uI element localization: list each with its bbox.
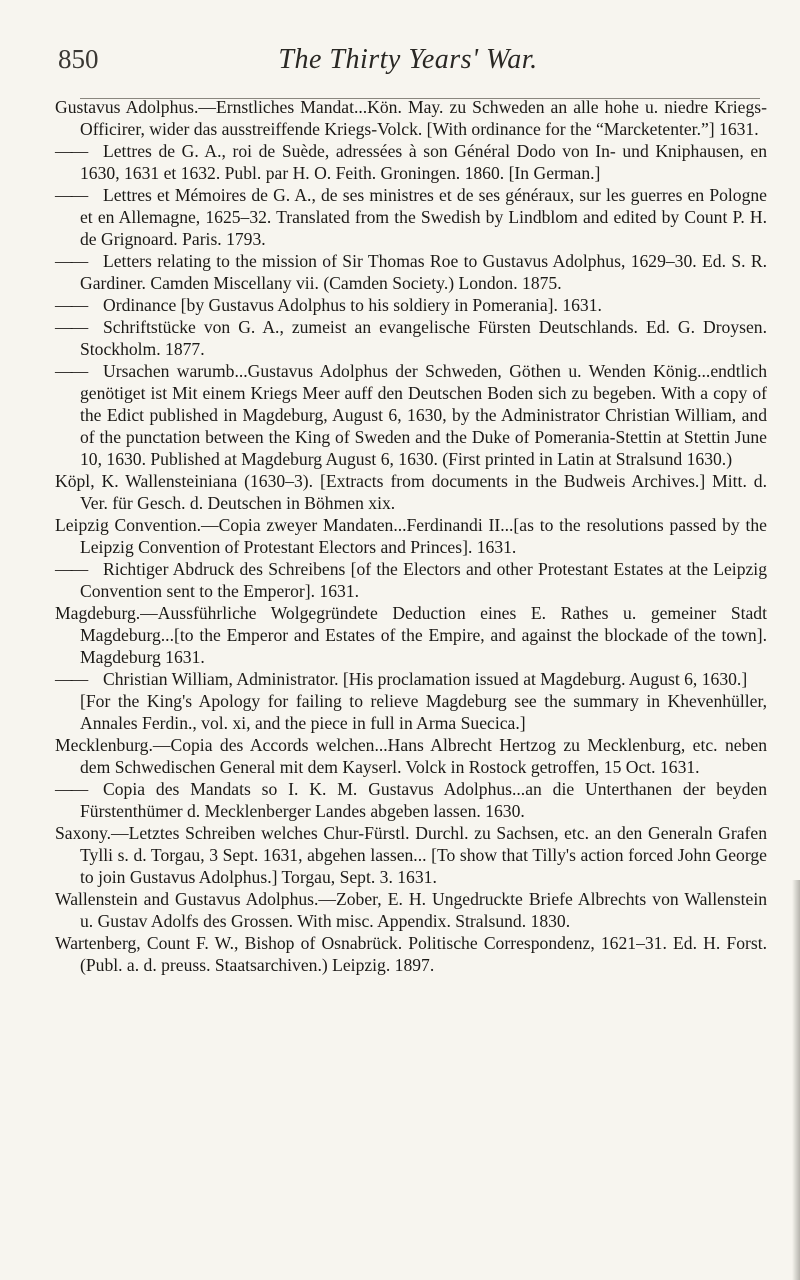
page-header: [58, 44, 758, 94]
entry-text: Gustavus Adolphus.—Ernstliches Mandat...Kön. May. zu Schweden an alle hohe u. niedre Kriegs-Officirer, wider das ausstreiffende Kriegs-Volck. [With ordinance for the “Marcketenter.”] 1631.: [55, 97, 767, 139]
entry-text: Magdeburg.—Aussführliche Wolgegründete Deduction eines E. Rathes u. gemeiner Stadt Magdeburg...[to the Emperor and Estates of the Empire, and against the blockade of the town]. Magdeburg 1631.: [55, 603, 767, 667]
entry-text: Saxony.—Letztes Schreiben welches Chur-Fürstl. Durchl. zu Sachsen, etc. an den Generaln Grafen Tylli s. d. Torgau, 3 Sept. 1631, abgehen lassen... [To show that Tilly's action forced John George to join Gustavus Adolphus.] Torgau, Sept. 3. 1631.: [55, 823, 767, 887]
repeat-author-dash: [55, 360, 103, 382]
bibliography-entry: [55, 316, 767, 360]
bibliography-entry: [55, 690, 767, 734]
bibliography-entry: [55, 470, 767, 514]
entry-text: Richtiger Abdruck des Schreibens [of the Electors and other Protestant Estates at the Leipzig Convention sent to the Emperor]. 1631.: [80, 559, 767, 601]
repeat-author-dash: [55, 558, 103, 580]
entry-text: Lettres de G. A., roi de Suède, adressées à son Général Dodo von In- und Kniphausen, en 1630, 1631 et 1632. Publ. par H. O. Feith. Groningen. 1860. [In German.]: [80, 141, 767, 183]
bibliography-entry: [55, 360, 767, 470]
bibliography-entry: [55, 888, 767, 932]
scan-edge-shadow: [792, 880, 800, 1280]
bibliography-entry: [55, 822, 767, 888]
entry-text: Ordinance [by Gustavus Adolphus to his soldiery in Pomerania]. 1631.: [103, 295, 602, 315]
bibliography-entry: [55, 558, 767, 602]
entry-text: Leipzig Convention.—Copia zweyer Mandaten...Ferdinandi II...[as to the resolutions passed by the Leipzig Convention of Protestant Electors and Princes]. 1631.: [55, 515, 767, 557]
entry-text: [For the King's Apology for failing to relieve Magdeburg see the summary in Khevenhüller, Annales Ferdin., vol. xi, and the piece in full in Arma Suecica.]: [80, 691, 767, 733]
entry-text: Ursachen warumb...Gustavus Adolphus der Schweden, Göthen u. Wenden König...endtlich genötiget ist Mit einem Kriegs Meer auff den Deutschen Boden sich zu begeben. With a copy of the Edict published in Magdeburg, August 6, 1630, by the Administrator Christian William, and of the punctation between the King of Sweden and the Duke of Pomerania-Stettin at Stettin June 10, 1630. Published at Magdeburg August 6, 1630. (First printed in Latin at Stralsund 1630.): [80, 361, 767, 469]
repeat-author-dash: [55, 294, 103, 316]
repeat-author-dash: [55, 250, 103, 272]
bibliography-entry: [55, 140, 767, 184]
entry-text: Schriftstücke von G. A., zumeist an evangelische Fürsten Deutschlands. Ed. G. Droysen. Stockholm. 1877.: [80, 317, 767, 359]
repeat-author-dash: [55, 316, 103, 338]
bibliography-entry: [55, 514, 767, 558]
repeat-author-dash: [55, 140, 103, 162]
entry-text: Copia des Mandats so I. K. M. Gustavus Adolphus...an die Unterthanen der beyden Fürstenthümer d. Mecklenberger Landes abgeben lassen. 1630.: [80, 779, 767, 821]
entry-text: Lettres et Mémoires de G. A., de ses ministres et de ses généraux, sur les guerres en Pologne et en Allemagne, 1625–32. Translated from the Swedish by Lindblom and edited by Count P. H. de Grignoard. Paris. 1793.: [80, 185, 767, 249]
running-title: The Thirty Years' War.: [278, 44, 538, 75]
bibliography-entry: [55, 184, 767, 250]
entry-text: Letters relating to the mission of Sir Thomas Roe to Gustavus Adolphus, 1629–30. Ed. S. R. Gardiner. Camden Miscellany vii. (Camden Society.) London. 1875.: [80, 251, 767, 293]
bibliography-entry: [55, 96, 767, 140]
entry-text: Wartenberg, Count F. W., Bishop of Osnabrück. Politische Correspondenz, 1621–31. Ed. H. Forst. (Publ. a. d. preuss. Staatsarchiven.) Leipzig. 1897.: [55, 933, 767, 975]
bibliography-entry: [55, 778, 767, 822]
repeat-author-dash: [55, 668, 103, 690]
bibliography-entry: [55, 602, 767, 668]
entry-text: Wallenstein and Gustavus Adolphus.—Zober, E. H. Ungedruckte Briefe Albrechts von Wallenstein u. Gustav Adolfs des Grossen. With misc. Appendix. Stralsund. 1830.: [55, 889, 767, 931]
bibliography-entry: [55, 932, 767, 976]
bibliography-list: [55, 96, 767, 976]
repeat-author-dash: [55, 184, 103, 206]
bibliography-entry: [55, 250, 767, 294]
page-number: 850: [58, 44, 99, 74]
bibliography-entry: [55, 668, 767, 690]
repeat-author-dash: [55, 778, 103, 800]
entry-text: Mecklenburg.—Copia des Accords welchen...Hans Albrecht Hertzog zu Mecklenburg, etc. neben dem Schwedischen General mit dem Kayserl. Volck in Rostock getroffen, 15 Oct. 1631.: [55, 735, 767, 777]
entry-text: Köpl, K. Wallensteiniana (1630–3). [Extracts from documents in the Budweis Archives.] Mitt. d. Ver. für Gesch. d. Deutschen in Böhmen xix.: [55, 471, 767, 513]
entry-text: Christian William, Administrator. [His proclamation issued at Magdeburg. August 6, 1630.]: [103, 669, 748, 689]
bibliography-entry: [55, 734, 767, 778]
bibliography-entry: [55, 294, 767, 316]
